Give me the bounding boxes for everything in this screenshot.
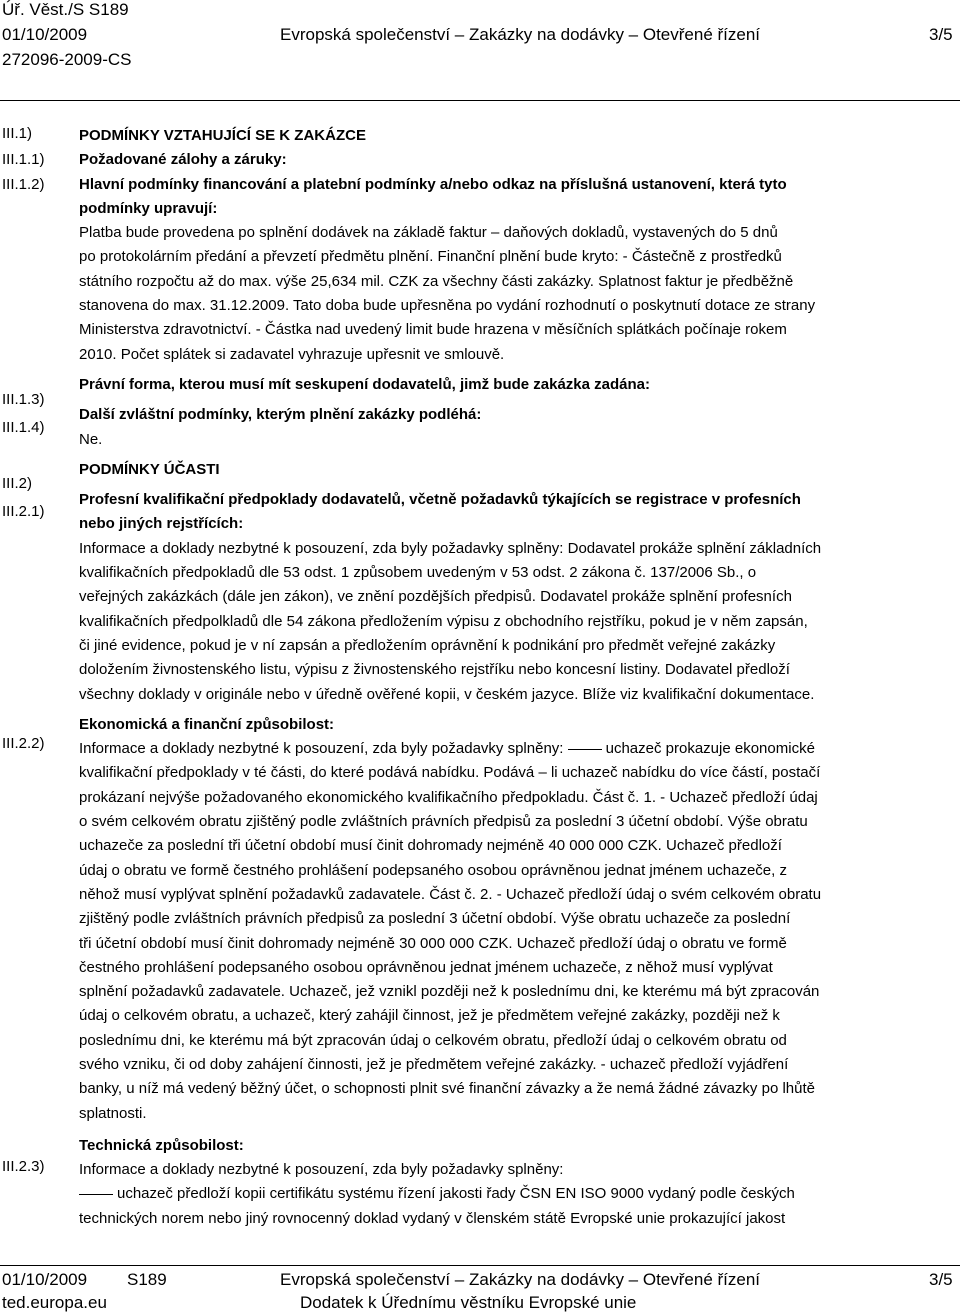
paragraph-line: Ne. (79, 430, 103, 448)
subsection-title: nebo jiných rejstřících: (79, 515, 244, 533)
section-number: III.2.3) (2, 1158, 45, 1175)
paragraph-line: kvalifikačních předpokladů dle 53 odst. 1 způsobem uvedeným v 53 odst. 2 zákona č. 137/2006 Sb., o (79, 564, 757, 582)
section-number: III.1.2) (2, 176, 45, 193)
section-number: III.2.2) (2, 735, 45, 752)
paragraph-line: či jiné evidence, pokud je v ní zapsán a předložením oprávnění k podnikání pro předmět veřejné zakázky (79, 636, 776, 654)
footer-date: 01/10/2009 (2, 1270, 88, 1289)
paragraph-line: státního rozpočtu až do max. výše 25,634 mil. CZK za všechny části zakázky. Splatnost faktur je předběžně (79, 272, 794, 290)
paragraph-line: kvalifikačních předpolkladů dle 54 zákona předložením výpisu z obchodního rejstříku, pokud je v něm zapsán, (79, 612, 808, 630)
header-divider (0, 100, 960, 101)
footer-divider (0, 1265, 960, 1266)
paragraph-line: splatnosti. (79, 1104, 147, 1122)
paragraph-line: banky, u níž má vedený běžný účet, o schopnosti plnit své finanční závazky a že nemá žádné závazky po lhůtě (79, 1080, 815, 1098)
subsection-title: Hlavní podmínky financování a platební podmínky a/nebo odkaz na příslušná ustanovení, která tyto (79, 175, 787, 193)
subsection-title: Další zvláštní podmínky, kterým plnění zakázky podléhá: (79, 406, 482, 424)
paragraph-line: o svém celkovém obratu zjištěný podle zvláštních právních předpisů za poslední 3 účetní období. Výše obratu (79, 813, 808, 831)
section-title: PODMÍNKY VZTAHUJÍCÍ SE K ZAKÁZCE (79, 127, 366, 144)
paragraph-line: Informace a doklady nezbytné k posouzení, zda byly požadavky splněny: Dodavatel prokáže splnění základních (79, 539, 822, 557)
paragraph-line: 2010. Počet splátek si zadavatel vyhrazuje upřesnit ve smlouvě. (79, 345, 505, 363)
paragraph-line (79, 1182, 955, 1206)
header-notice-id: 272096-2009-CS (2, 50, 132, 69)
footer-title: Evropská společenství – Zakázky na dodávky – Otevřené řízení (280, 1270, 761, 1289)
paragraph-line: uchazeče za poslední tři účetní období musí činit dohromady nejméně 40 000 000 CZK. Uchazeč předloží (79, 837, 782, 855)
paragraph-line (79, 737, 955, 761)
paragraph-line: zjištěný podle zvláštních právních předpisů za poslední 3 účetní období. Výše obratu uchazeče za poslední (79, 910, 791, 928)
paragraph-text: Informace a doklady nezbytné k posouzení, zda byly požadavky splněny: (79, 740, 564, 758)
paragraph-line: poslednímu dni, ke kterému má být zpracován údaj o celkovém obratu, předloží údaj o celkovém obratu od (79, 1031, 787, 1049)
subsection-title: Technická způsobilost: (79, 1136, 244, 1154)
header-ref: Úř. Věst./S S189 (2, 0, 129, 19)
footer-page: 3/5 (929, 1270, 953, 1289)
paragraph-line: technických norem nebo jiný rovnocenný doklad vydaný v členském státě Evropské unie prokazující jakost (79, 1209, 786, 1227)
section-title: PODMÍNKY ÚČASTI (79, 460, 220, 478)
paragraph-line: prokázaní nejvýše požadovaného ekonomického kvalifikačního předpokladu. Část č. 1. - Uchazeč předloží údaj (79, 788, 818, 806)
paragraph-line: splnění požadavků zadavatele. Uchazeč, jež vznikl později než k poslednímu dni, ke kterému má být zpracován (79, 983, 820, 1001)
paragraph-line: stanovena do max. 31.12.2009. Tato doba bude upřesněna po vydání rozhodnutí o poskytnutí dotace ze strany (79, 297, 816, 315)
paragraph-line: něhož musí vyplývat splnění požadavků zadavatele. Část č. 2. - Uchazeč předloží údaj o svém celkovém obratu (79, 885, 822, 903)
paragraph-line: tři účetní období musí činit dohromady nejméně 30 000 000 CZK. Uchazeč předloží údaj o obratu ve formě (79, 934, 787, 952)
section-number: III.1.3) (2, 391, 45, 408)
paragraph-text: uchazeč předloží kopii certifikátu systému řízení jakosti řady ČSN EN ISO 9000 vydaný podle českých (117, 1185, 795, 1203)
dash-icon (79, 1194, 113, 1195)
section-number: III.1.4) (2, 419, 45, 436)
paragraph-line: po protokolárním předání a převzetí předmětu plnění. Finanční plnění bude kryto: - Částečně z prostředků (79, 248, 782, 266)
header-date: 01/10/2009 (2, 25, 88, 44)
paragraph-line: svého vzniku, či od doby zahájení činnosti, jež je předmětem veřejné zakázky. - uchazeč předloží vyjádření (79, 1055, 789, 1073)
footer-series: S189 (127, 1270, 167, 1289)
footer-supplement: Dodatek k Úřednímu věstníku Evropské unie (300, 1293, 637, 1312)
section-number: III.2) (2, 475, 33, 492)
section-number: III.1) (2, 125, 33, 142)
header-page: 3/5 (929, 25, 953, 44)
paragraph-line: čestného prohlášení podepsaného osobou oprávněnou jednat jménem uchazeče, z něhož musí vyplývat (79, 958, 773, 976)
paragraph-line: údaj o obratu ve formě čestného prohlášení podepsaného osobou oprávněnou jednat jménem uchazeče, z (79, 861, 787, 879)
section-number: III.2.1) (2, 503, 45, 520)
paragraph-line: údaj o celkovém obratu, a uchazeč, který zahájil činnost, jež je předmětem veřejné zakázky, později než k (79, 1007, 780, 1025)
subsection-title: Profesní kvalifikační předpoklady dodavatelů, včetně požadavků týkajících se registrace v profesních (79, 491, 801, 509)
subsection-title: Právní forma, kterou musí mít seskupení dodavatelů, jimž bude zakázka zadána: (79, 375, 651, 393)
section-number: III.1.1) (2, 151, 45, 168)
paragraph-line: Ministerstva zdravotnictví. - Částka nad uvedený limit bude hrazena v měsíčních splátkách počínaje rokem (79, 321, 787, 339)
paragraph-line: Informace a doklady nezbytné k posouzení, zda byly požadavky splněny: (79, 1161, 564, 1179)
subsection-title: Ekonomická a finanční způsobilost: (79, 715, 335, 733)
footer-site-link[interactable]: ted.europa.eu (2, 1293, 107, 1312)
paragraph-line: veřejných zakázkách (dále jen zákon), ve znění pozdějších předpisů. Dodavatel prokáže splnění profesních (79, 588, 792, 606)
paragraph-line: kvalifikační předpoklady v té části, do které podává nabídku. Podává – li uchazeč nabídku do více částí, postačí (79, 764, 821, 782)
subsection-title: podmínky upravují: (79, 199, 218, 217)
paragraph-line: všechny doklady v originále nebo v úředně ověřené kopii, v českém jazyce. Blíže viz kvalifikační dokumentace. (79, 685, 815, 703)
dash-icon (568, 749, 602, 750)
header-title: Evropská společenství – Zakázky na dodávky – Otevřené řízení (280, 25, 761, 44)
main-content (79, 124, 955, 1231)
paragraph-text: uchazeč prokazuje ekonomické (605, 740, 815, 758)
paragraph-line: doložením živnostenského listu, výpisu z živnostenského rejstříku nebo koncesní listiny. Dodavatel předloží (79, 661, 790, 679)
paragraph-line: Platba bude provedena po splnění dodávek na základě faktur – daňových dokladů, vystavených do 5 dnů (79, 224, 778, 242)
subsection-title: Požadované zálohy a záruky: (79, 151, 287, 169)
